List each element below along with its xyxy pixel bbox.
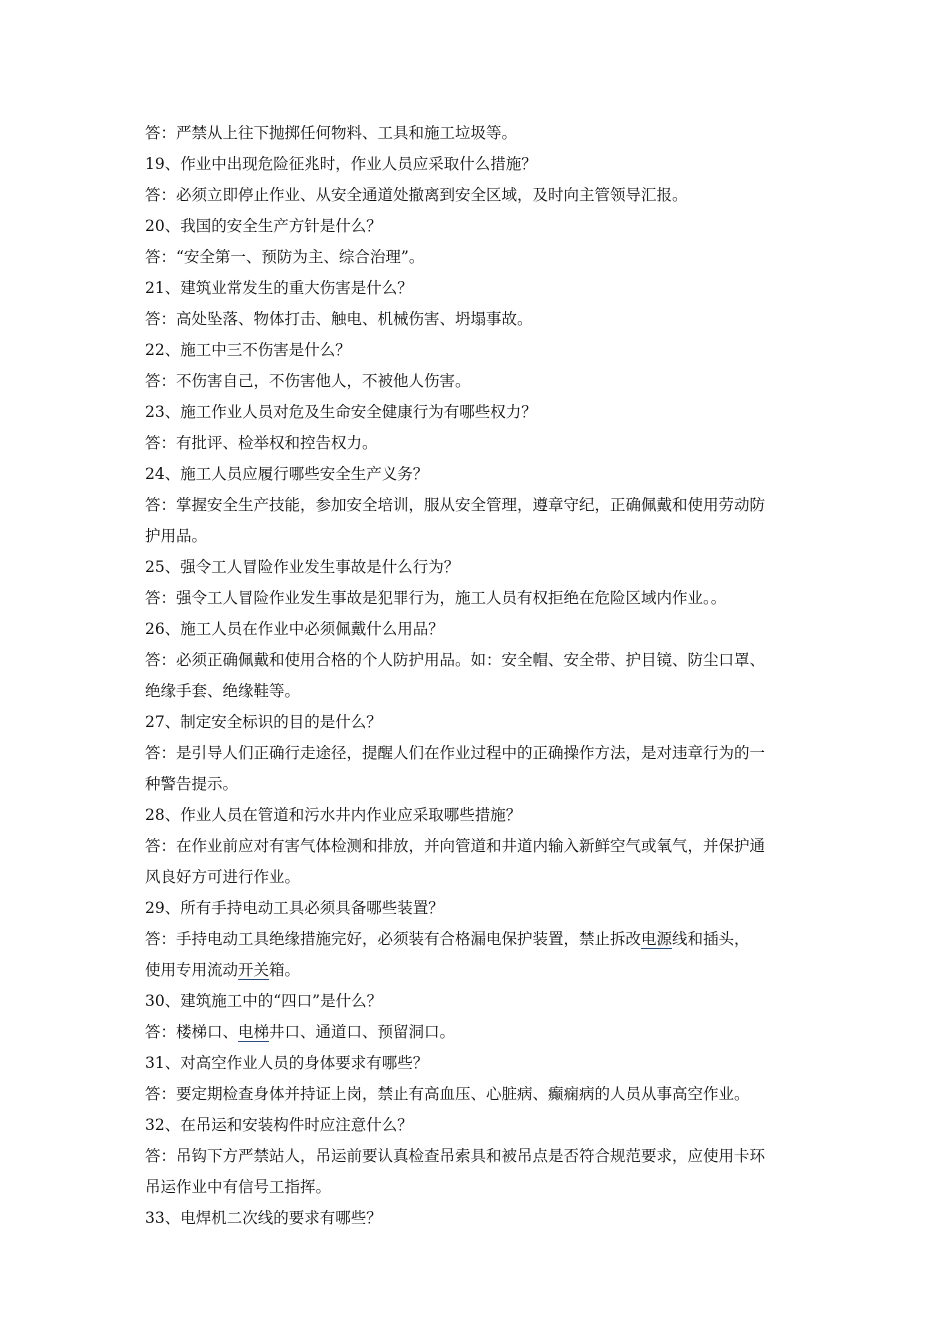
question-line: 33、电焊机二次线的要求有哪些？ [145,1209,382,1227]
answer-line: 答：是引导人们正确行走途径，提醒人们在作业过程中的正确操作方法，是对违章行为的一 [145,744,766,762]
question-line: 19、作业中出现危险征兆时，作业人员应采取什么措施？ [145,155,537,173]
answer-line-continued: 绝缘手套、绝缘鞋等。 [145,682,301,700]
question-line: 25、强令工人冒险作业发生事故是什么行为？ [145,558,460,576]
answer-text: 答：手持电动工具绝缘措施完好，必须装有合格漏电保护装置，禁止拆改 [145,930,642,948]
text-line: 答：严禁从上往下抛掷任何物料、工具和施工垃圾等。 [145,124,518,142]
switch-link[interactable]: 开关 [238,961,270,979]
answer-text: 箱。 [269,961,301,979]
answer-line: 答：在作业前应对有害气体检测和排放，并向管道和井道内输入新鲜空气或氧气，并保护通 [145,837,766,855]
question-line: 20、我国的安全生产方针是什么？ [145,217,382,235]
elevator-link[interactable]: 电梯 [238,1023,270,1041]
question-line: 23、施工作业人员对危及生命安全健康行为有哪些权力？ [145,403,537,421]
answer-line-continued [145,955,810,986]
answer-line: 答：必须正确佩戴和使用合格的个人防护用品。如：安全帽、安全带、护目镜、防尘口罩、 [145,651,766,669]
answer-line: 答：掌握安全生产技能，参加安全培训，服从安全管理，遵章守纪，正确佩戴和使用劳动防 [145,496,766,514]
answer-line-continued: 风良好方可进行作业。 [145,868,301,886]
answer-text: 答：楼梯口、 [145,1023,239,1041]
answer-line: 答：有批评、检举权和控告权力。 [145,434,378,452]
question-line: 24、施工人员应履行哪些安全生产义务？ [145,465,429,483]
answer-line [145,1017,810,1048]
question-line: 32、在吊运和安装构件时应注意什么？ [145,1116,413,1134]
answer-line: 答：吊钩下方严禁站人，吊运前要认真检查吊索具和被吊点是否符合规范要求，应使用卡环 [145,1147,766,1165]
answer-line: 答：“安全第一、预防为主、综合治理”。 [145,248,425,266]
question-line: 28、作业人员在管道和污水井内作业应采取哪些措施？ [145,806,522,824]
answer-text: 线和插头， [672,930,750,948]
answer-line: 答：不伤害自己，不伤害他人，不被他人伤害。 [145,372,471,390]
question-line: 22、施工中三不伤害是什么？ [145,341,351,359]
question-line: 31、对高空作业人员的身体要求有哪些？ [145,1054,429,1072]
answer-line: 答：高处坠落、物体打击、触电、机械伤害、坍塌事故。 [145,310,533,328]
question-line: 26、施工人员在作业中必须佩戴什么用品？ [145,620,444,638]
answer-line: 答：要定期检查身体并持证上岗，禁止有高血压、心脏病、癫痫病的人员从事高空作业。 [145,1085,750,1103]
power-source-link[interactable]: 电源 [641,930,673,948]
answer-text: 井口、通道口、预留洞口。 [269,1023,456,1041]
question-line: 30、建筑施工中的“四口”是什么？ [145,992,383,1010]
document-page [145,118,810,1234]
answer-line [145,924,810,955]
answer-line: 答：强令工人冒险作业发生事故是犯罪行为，施工人员有权拒绝在危险区域内作业。。 [145,589,727,607]
answer-line-continued: 吊运作业中有信号工指挥。 [145,1178,332,1196]
answer-line-continued: 种警告提示。 [145,775,239,793]
answer-text: 使用专用流动 [145,961,239,979]
question-line: 27、制定安全标识的目的是什么？ [145,713,382,731]
question-line: 21、建筑业常发生的重大伤害是什么？ [145,279,413,297]
question-line: 29、所有手持电动工具必须具备哪些装置？ [145,899,444,917]
answer-line-continued: 护用品。 [145,527,208,545]
answer-line: 答：必须立即停止作业、从安全通道处撤离到安全区域，及时向主管领导汇报。 [145,186,688,204]
